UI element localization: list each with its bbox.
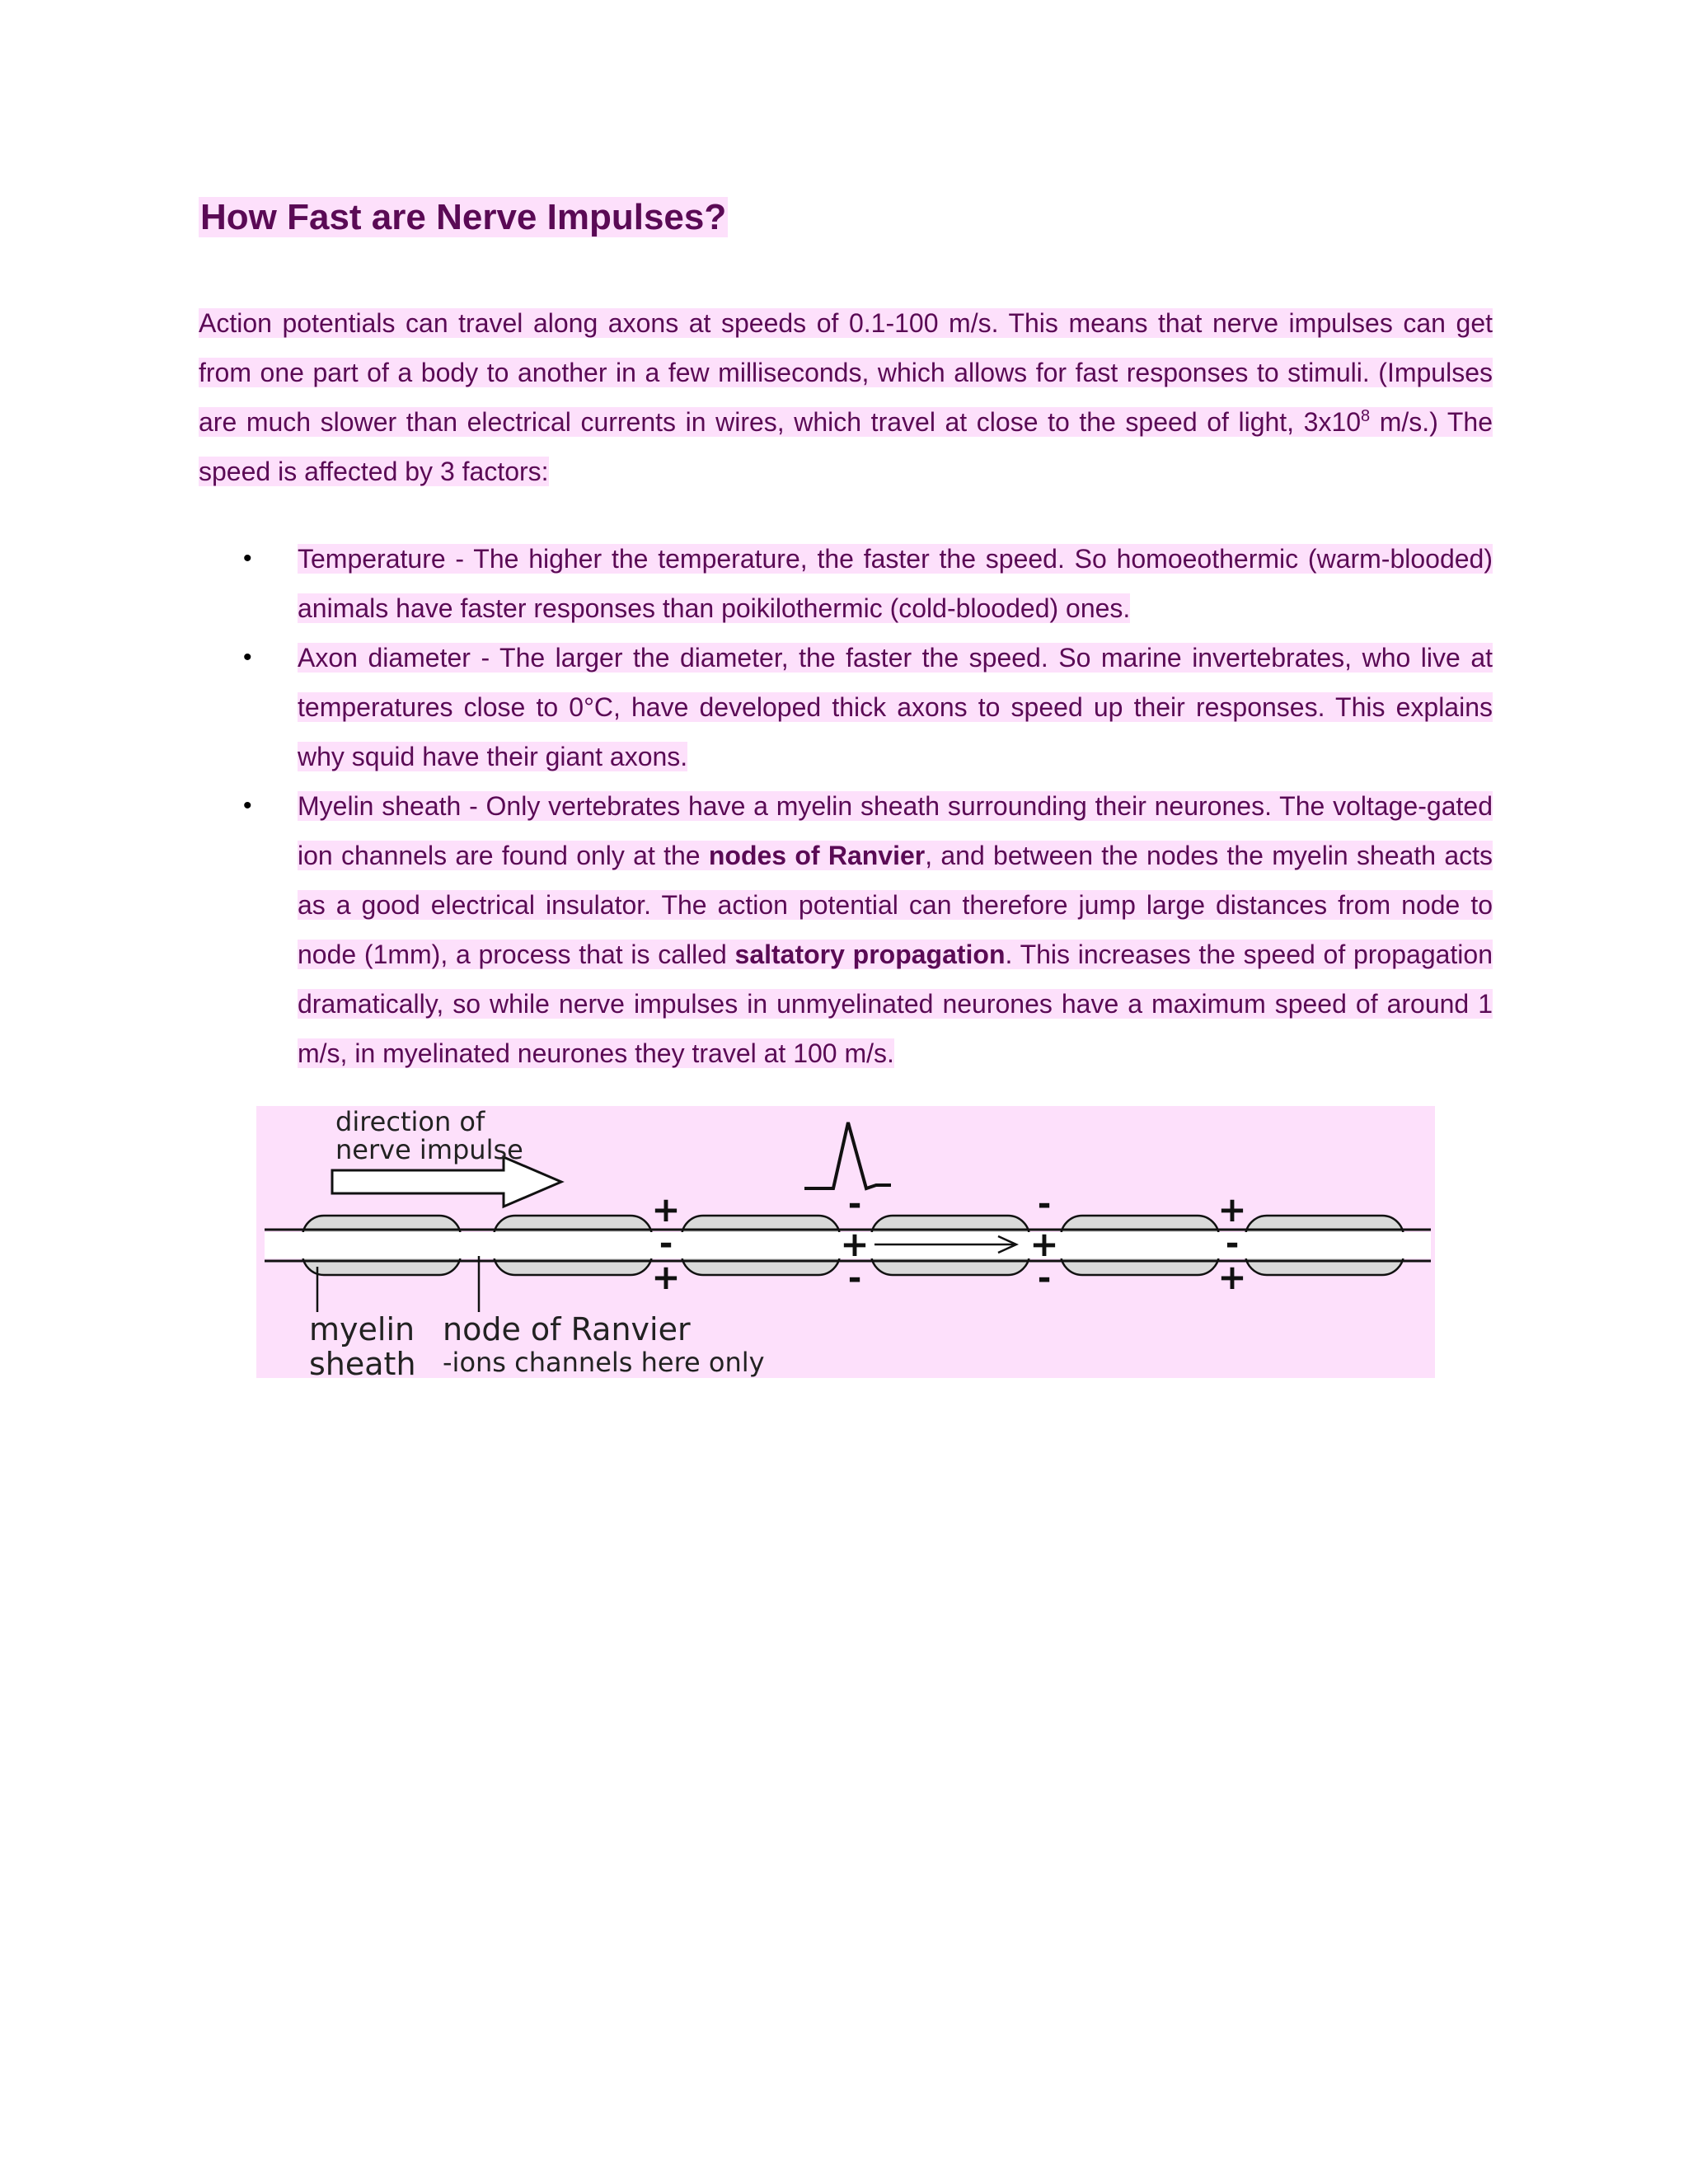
factor-myelin-text-c: . This increases the speed of propagation dramatically, so while nerve impulses in unmyelinated neurones have a maximum speed of around 1 m/s, in myelinated neurones they travel at 100 m/s. [298,940,1493,1068]
intro-text [199,308,1493,486]
intro-text-part-2: m/s.) The speed is affected by 3 factors: [199,407,1493,486]
factor-myelin-sheath-text [298,791,1493,1068]
factor-temperature-text: Temperature - The higher the temperature, the faster the speed. So homoeothermic (warm-blooded) animals have faster responses than poikilothermic (cold-blooded) ones. [298,544,1493,623]
nodes-of-ranvier-term: nodes of Ranvier [708,841,926,870]
diagram-svg [256,1106,1435,1378]
node-4-outside-bottom-sign: + [1217,1257,1247,1297]
node-label-line-2: -ions channels here only [443,1347,765,1378]
node-3-outside-bottom-sign: - [1037,1259,1052,1297]
node-4-outside-top-sign: + [1217,1189,1247,1230]
node-3-outside-top-sign: - [1037,1185,1052,1223]
node-2-inside-sign: + [840,1224,870,1264]
node-3-inside-sign: + [1029,1224,1059,1264]
saltatory-propagation-term: saltatory propagation [734,940,1006,969]
intro-paragraph [199,298,1493,496]
page-title-text: How Fast are Nerve Impulses? [200,197,727,237]
node-2-outside-top-sign: - [847,1185,862,1223]
speed-factors-list [199,534,1493,1078]
bullet-icon: • [243,644,252,671]
list-item-temperature [199,534,1493,633]
list-item-axon-diameter [199,633,1493,781]
direction-label-line-1: direction of [335,1106,485,1137]
myelin-label-line-1: myelin [309,1311,415,1347]
bullet-icon: • [243,545,252,572]
factor-myelin-text-b: , and between the nodes the myelin sheath acts as a good electrical insulator. The action potential can therefore jump large distances from node to node (1mm), a process that is called [298,841,1493,969]
factor-axon-diameter-text: Axon diameter - The larger the diameter, the faster the speed. So marine invertebrates, who live at temperatures close to 0°C, have developed thick axons to speed up their responses. This explains why squid have their giant axons. [298,643,1493,771]
myelinated-axon-diagram [256,1106,1435,1378]
exponent: 8 [1361,407,1371,425]
node-1-inside-sign: - [659,1225,673,1263]
bullet-icon: • [243,792,252,819]
node-2-outside-bottom-sign: - [847,1259,862,1297]
node-1-outside-bottom-sign: + [651,1257,681,1297]
page-title [199,194,728,241]
myelin-label-line-2: sheath [309,1346,416,1378]
factor-myelin-text-a: Myelin sheath - Only vertebrates have a myelin sheath surrounding their neurones. The voltage-gated ion channels are found only at the [298,791,1493,870]
action-potential-spike-icon [804,1122,891,1188]
node-4-inside-sign: - [1225,1225,1240,1263]
node-label-line-1: node of Ranvier [443,1311,691,1347]
node-1-outside-top-sign: + [651,1189,681,1230]
direction-label-line-2: nerve impulse [335,1134,523,1165]
intro-text-part-1: Action potentials can travel along axons at speeds of 0.1-100 m/s. This means that nerve impulses can get from one part of a body to another in a few milliseconds, which allows for fast responses to stimuli. (Impulses are much slower than electrical currents in wires, which travel at close to the speed of light, 3x10 [199,308,1493,437]
list-item-myelin-sheath [199,781,1493,1078]
